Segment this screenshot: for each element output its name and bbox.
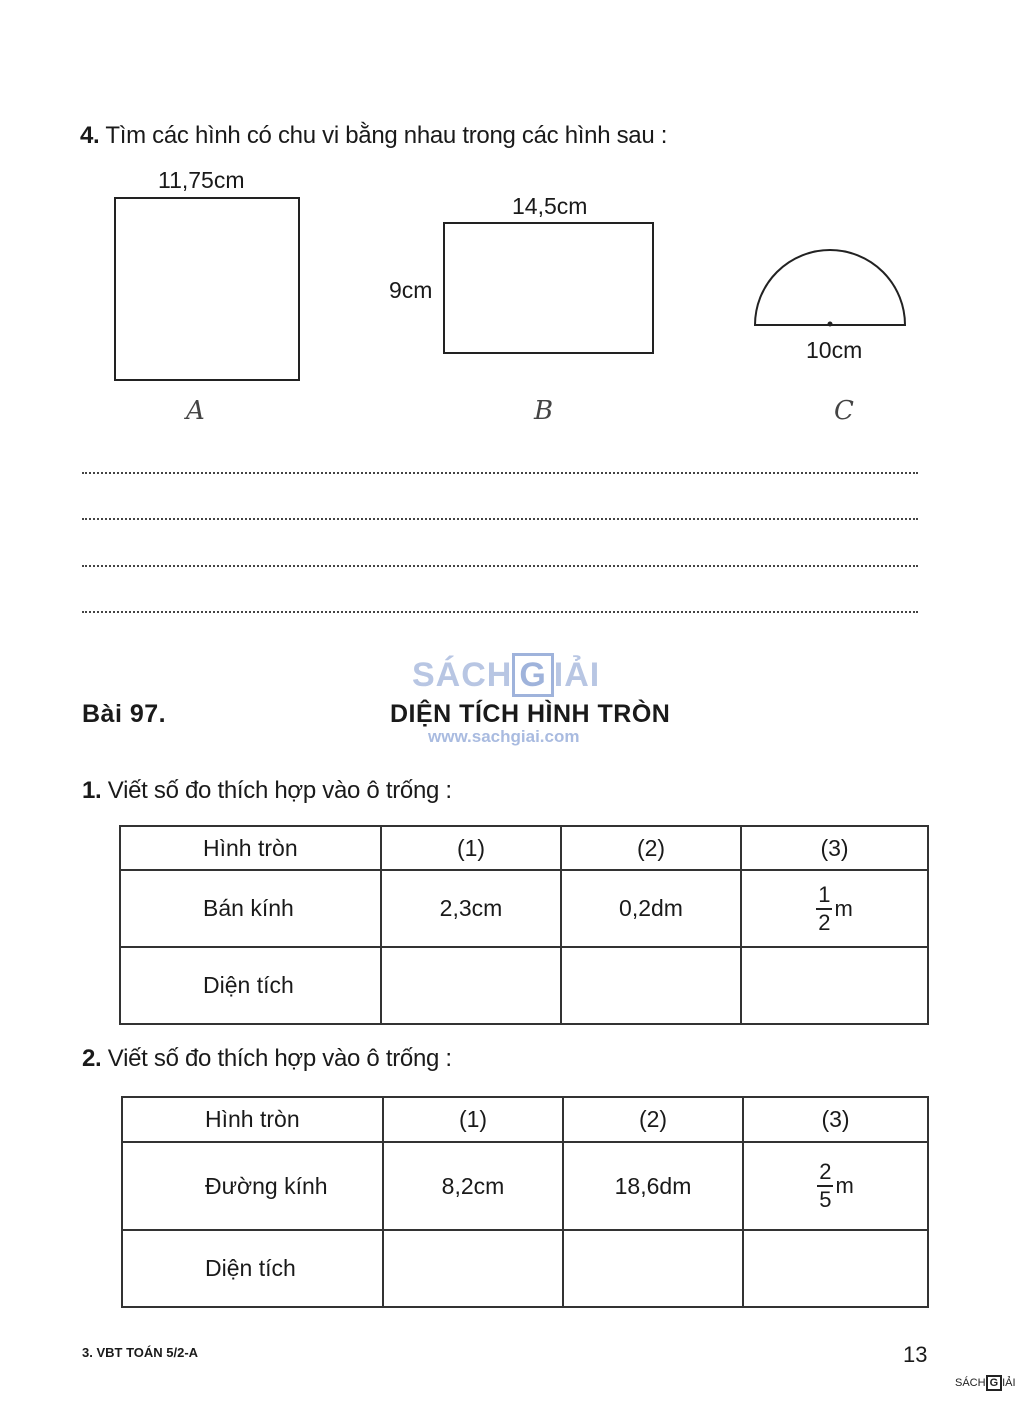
shape-b-height-label: 9cm [389, 277, 433, 303]
diameter-value-2: 18,6dm [563, 1142, 743, 1230]
exercise-text: Viết số đo thích hợp vào ô trống : [107, 1045, 452, 1072]
area-answer-cell-3[interactable] [741, 947, 928, 1024]
row-label-area: Diện tích [122, 1230, 383, 1307]
watermark-brand-right: IẢI [553, 656, 601, 694]
row-label-area: Diện tích [120, 947, 381, 1024]
area-answer-cell-2[interactable] [561, 947, 741, 1024]
table-row [122, 1097, 928, 1142]
page-number: 13 [903, 1342, 928, 1367]
exercise-1-table [119, 825, 929, 1025]
column-header-2: (2) [561, 826, 741, 870]
shape-a-side-label: 11,75cm [158, 167, 245, 193]
column-header-2: (2) [563, 1097, 743, 1142]
shape-c-semicircle [750, 245, 912, 331]
center-dot [828, 322, 833, 327]
area-answer-cell-3[interactable] [743, 1230, 928, 1307]
corner-logo-left: SÁCH [955, 1377, 986, 1389]
fraction-numerator: 1 [816, 884, 832, 910]
table-row [120, 826, 928, 870]
exercise-number: 1. [82, 777, 102, 804]
column-header-1: (1) [381, 826, 561, 870]
diameter-value-1: 8,2cm [383, 1142, 563, 1230]
shape-c-diameter-label: 10cm [806, 337, 863, 363]
radius-value-2: 0,2dm [561, 870, 741, 947]
watermark-brand-box: G [512, 653, 553, 697]
table-row [120, 870, 928, 947]
exercise-1-prompt [82, 777, 452, 805]
shape-c-letter: C [834, 396, 854, 426]
shape-a-square [114, 197, 300, 381]
exercise-text: Viết số đo thích hợp vào ô trống : [107, 777, 452, 804]
diameter-value-3 [743, 1142, 928, 1230]
exercise-text: Tìm các hình có chu vi bằng nhau trong các hình sau : [105, 122, 668, 149]
corner-logo [955, 1377, 1016, 1389]
table-row [122, 1230, 928, 1307]
watermark-url: www.sachgiai.com [428, 727, 580, 746]
answer-line[interactable] [82, 565, 918, 567]
fraction [816, 881, 832, 935]
shape-b-letter: B [534, 396, 554, 426]
area-answer-cell-1[interactable] [383, 1230, 563, 1307]
table-row [120, 947, 928, 1024]
row-label-radius: Bán kính [120, 870, 381, 947]
watermark-brand-left: SÁCH [412, 656, 513, 694]
corner-logo-right: IẢI [1002, 1377, 1016, 1389]
column-header-1: (1) [383, 1097, 563, 1142]
row-header-cell: Hình tròn [122, 1097, 383, 1142]
lesson-number: Bài 97. [82, 700, 167, 728]
fraction-numerator: 2 [817, 1161, 833, 1187]
shape-b-rectangle [443, 222, 654, 354]
exercise-4-prompt [80, 122, 667, 150]
exercise-number: 4. [80, 122, 100, 149]
watermark-logo [412, 656, 600, 695]
exercise-2-table [121, 1096, 929, 1308]
fraction-unit: m [835, 1173, 854, 1198]
answer-line[interactable] [82, 472, 918, 474]
exercise-number: 2. [82, 1045, 102, 1072]
radius-value-3 [741, 870, 928, 947]
book-reference: 3. VBT TOÁN 5/2-A [82, 1345, 199, 1360]
column-header-3: (3) [743, 1097, 928, 1142]
column-header-3: (3) [741, 826, 928, 870]
shape-b-width-label: 14,5cm [512, 193, 588, 219]
shape-a-letter: A [186, 396, 205, 426]
radius-value-1: 2,3cm [381, 870, 561, 947]
fraction [817, 1161, 833, 1211]
corner-logo-box: G [986, 1375, 1003, 1391]
lesson-title: DIỆN TÍCH HÌNH TRÒN [390, 700, 671, 728]
answer-line[interactable] [82, 611, 918, 613]
fraction-denominator: 5 [819, 1187, 832, 1212]
area-answer-cell-1[interactable] [381, 947, 561, 1024]
area-answer-cell-2[interactable] [563, 1230, 743, 1307]
fraction-denominator: 2 [818, 909, 831, 935]
answer-line[interactable] [82, 518, 918, 520]
exercise-2-prompt [82, 1045, 452, 1073]
table-row [122, 1142, 928, 1230]
fraction-unit: m [834, 895, 853, 921]
row-label-diameter: Đường kính [122, 1142, 383, 1230]
row-header-cell: Hình tròn [120, 826, 381, 870]
